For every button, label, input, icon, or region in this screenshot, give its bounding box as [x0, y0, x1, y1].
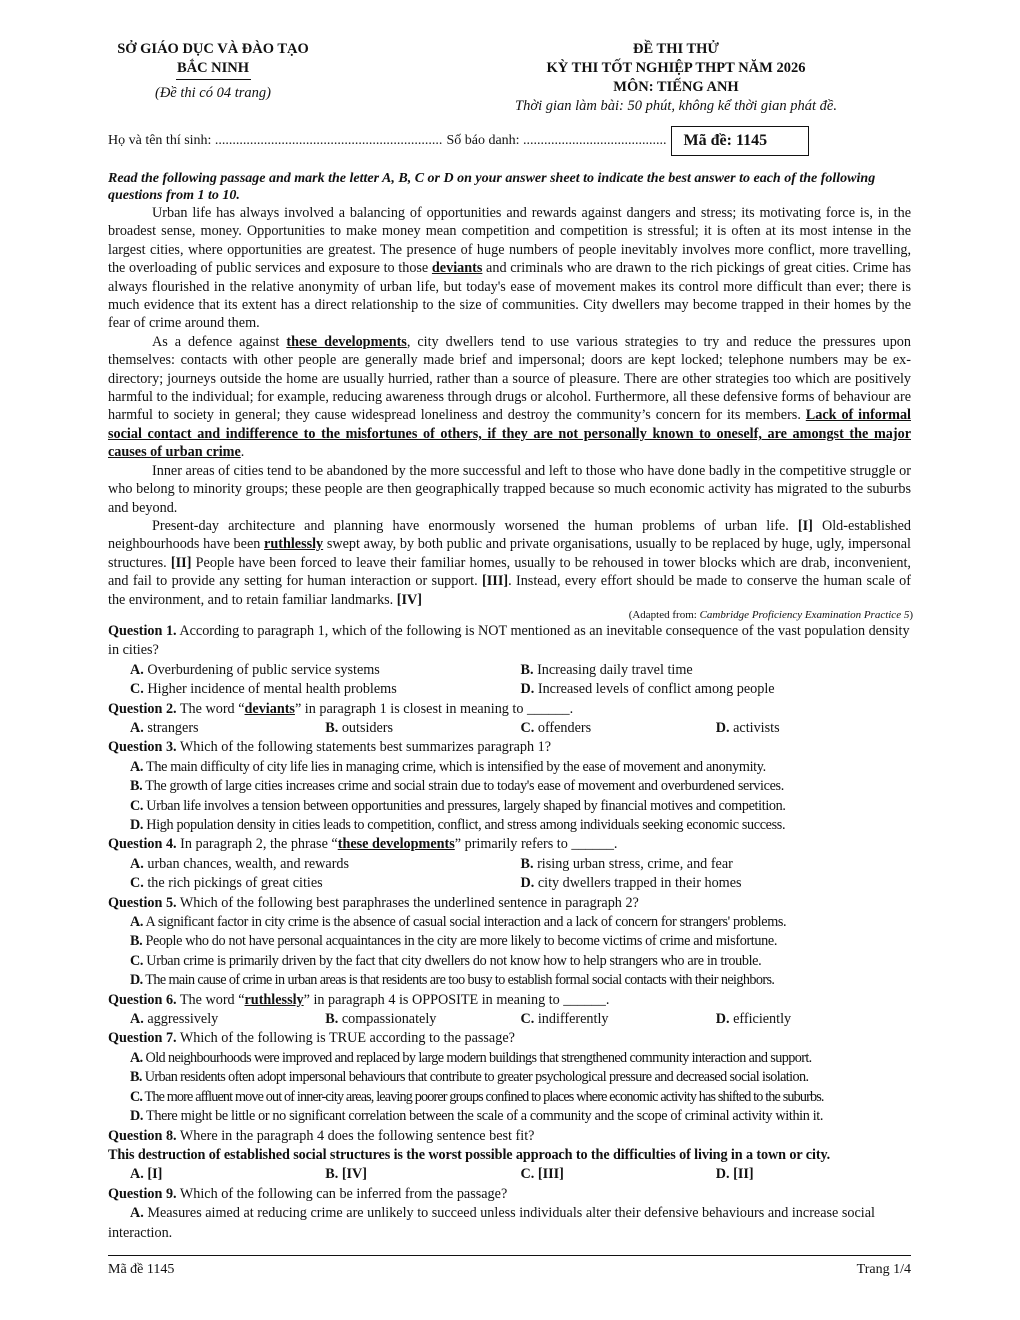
question-number: Question 7. [108, 1030, 177, 1047]
option-d[interactable]: D. High population density in cities leads to competition, conflict, and stress among individuals seeking economic success. [130, 817, 786, 833]
question-9: Question 9. Which of the following can be inferred from the passage? A. Measures aimed at reducing crime are unlikely to succeed unless individuals alter their defensive behaviours and increase social interaction. [108, 1185, 911, 1243]
exam-page [108, 40, 911, 1243]
passage-paragraph-3: Inner areas of cities tend to be abandoned by the more successful and left to those who have done badly in the competitive struggle or who belong to minority groups; these people are then geographically trapped because so much economic activity has migrated to the suburbs and beyond. [108, 462, 911, 516]
question-number: Question 4. [108, 836, 177, 853]
question-keyword: these developments [337, 836, 455, 853]
instruction: Read the following passage and mark the letter A, B, C or D on your answer sheet to indicate the best answer to each of the following questions from 1 to 10. [108, 171, 876, 203]
option-d[interactable]: D. Increased levels of conflict among people [520, 681, 775, 698]
question-number: Question 8. [108, 1127, 177, 1144]
exam-header [108, 40, 911, 116]
reading-passage [108, 204, 911, 622]
page-footer [108, 1255, 911, 1278]
underlined-phrase-these-developments: these developments [286, 333, 407, 350]
footer-exam-code: Mã đề 1145 [108, 1262, 175, 1277]
option-a[interactable]: A. urban chances, wealth, and rewards [130, 855, 350, 872]
option-b[interactable]: B. outsiders [325, 719, 394, 736]
exam-subject: MÔN: TIẾNG ANH [613, 79, 739, 95]
question-number: Question 1. [108, 622, 177, 639]
passage-source: (Adapted from: Cambridge Proficiency Examination Practice 5) [628, 608, 913, 621]
department-block [78, 40, 348, 116]
time-note: Thời gian làm bài: 50 phút, không kể thời gian phát đề. [515, 98, 837, 114]
option-b[interactable]: B. The growth of large cities increases crime and social strain due to today's ease of movement and overburdened services. [130, 778, 784, 795]
question-keyword: ruthlessly [244, 991, 304, 1008]
passage-paragraph-4: Present-day architecture and planning have enormously worsened the human problems of urban life. [I] Old-established neighbourhoods have been ruthlessly swept away, by both public and private organisations, usually to be replaced by huge, ugly, impersonal structures. [II] People have been forced to leave their familiar homes, usually to be rehoused in tower blocks which are drab, inconvenient, and fail to provide any setting for human interaction or support. [III]. Instead, every effort should be made to conserve the human scale of the environment, and to retain familiar landmarks. [IV] [108, 517, 912, 608]
candidate-info [108, 126, 911, 156]
option-a[interactable]: A. The main difficulty of city life lies in managing crime, which is intensified by the ease of movement and anonymity. [130, 758, 766, 775]
option-d[interactable]: D. efficiently [715, 1011, 792, 1028]
option-b[interactable]: B. Increasing daily travel time [520, 661, 693, 678]
question-text: According to paragraph 1, which of the following is NOT mentioned as an inevitable consequence of the vast population density in cities? [108, 622, 910, 659]
option-c[interactable]: C. Higher incidence of mental health problems [130, 681, 397, 698]
option-c[interactable]: C. The more affluent move out of inner-city areas, leaving poorer groups confined to places where economic activity has shifted to the suburbs. [130, 1088, 824, 1105]
option-c[interactable]: C. Urban crime is primarily driven by the fact that city dwellers do not know how to help strangers who are in trouble. [130, 952, 762, 969]
underlined-word-deviants: deviants [431, 260, 483, 277]
option-d[interactable]: D. There might be little or no significant correlation between the scale of a community and the scope of criminal activity within it. [130, 1108, 824, 1125]
province-name: BẮC NINH [176, 60, 250, 76]
question-4: Question 4. In paragraph 2, the phrase “these developments” primarily refers to ______. A. urban chances, wealth, and rewards B. rising urban stress, crime, and fear C. the rich pickings of great cities D. city dwellers trapped in their homes [108, 835, 911, 893]
candidate-id-field: Số báo danh: ......................................... [446, 133, 667, 148]
department-name: SỞ GIÁO DỤC VÀ ĐÀO TẠO [117, 41, 309, 57]
header-divider [176, 79, 251, 80]
passage-paragraph-1: Urban life has always involved a balancing of opportunities and rewards against dangers and stress; its motivating force is, in the broadest sense, money. Opportunities to make money mean competition and competition is stressful; it is often at its most intense in the largest cities, where opportunities are greatest. The presence of huge numbers of people inevitably involves more conflict, more travelling, the overloading of public services and exposure to those deviants and criminals who are drawn to the rich pickings of great cities. Crime has always flourished in the relative anonymity of urban life, but today's ease of movement makes its control more difficult than ever; there is much evidence that its extent has a direct relationship to the size of communities. City dwellers may become trapped in their homes by the fear of crime around them. [108, 205, 911, 332]
marker-1: [I] [797, 517, 813, 534]
exam-code-box: Mã đề: 1145 [671, 126, 809, 156]
question-number: Question 5. [108, 894, 177, 911]
question-7: Question 7. Which of the following is TRUE according to the passage? A. Old neighbourhoods were improved and replaced by large modern buildings that strengthened community interaction and support. B. Urban residents often adopt impersonal behaviours that contribute to greater psychological pressure and decreased social isolation. C. The more affluent move out of inner-city areas, leaving poorer groups confined to places where economic activity has shifted to the suburbs. D. There might be little or no significant correlation between the scale of a community and the scope of criminal activity within it. [108, 1029, 911, 1126]
option-d[interactable]: D. activists [715, 719, 780, 736]
question-1 [108, 622, 911, 700]
option-a[interactable]: A. Overburdening of public service systems [130, 661, 380, 678]
question-number: Question 3. [108, 739, 177, 756]
candidate-name-field: Họ và tên thí sinh: ................................................................. [108, 133, 443, 148]
option-b[interactable]: B. compassionately [325, 1011, 437, 1028]
option-a[interactable]: A. [I] [130, 1166, 163, 1183]
question-number: Question 2. [108, 700, 177, 717]
passage-paragraph-2: As a defence against these developments, city dwellers tend to use various strategies to try and reduce the pressures upon themselves: contacts with other people are generally made brief and impersonal; doors are kept locked; telephone numbers may be ex-directory; journeys outside the home are usually hurried, rather than a source of pleasure. There are other strategies too which are positively harmful to the individual; for example, reducing awareness through drugs or alcohol. Furthermore, all these defensive forms of behaviour are harmful to society in general; they cause widespread loneliness and destroy the community’s concern for its members. Lack of informal social contact and indifference to the misfortunes of others, if they are not personally known to oneself, are amongst the major causes of urban crime. [108, 333, 911, 461]
question-number: Question 6. [108, 991, 177, 1008]
option-b[interactable]: B. People who do not have personal acquaintances in the city are more likely to become victims of crime and misfortune. [130, 933, 778, 950]
question-3: Question 3. Which of the following statements best summarizes paragraph 1? A. The main difficulty of city life lies in managing crime, which is intensified by the ease of movement and anonymity. B. The growth of large cities increases crime and social strain due to today's ease of movement and overburdened services. C. Urban life involves a tension between opportunities and pressures, largely shaped by financial motives and competition. D. High population density in cities leads to competition, conflict, and stress among individuals seeking economic success. [108, 738, 911, 835]
option-c[interactable]: C. [III] [520, 1166, 564, 1183]
option-c[interactable]: C. indifferently [520, 1011, 609, 1028]
pages-note: (Đề thi có 04 trang) [155, 85, 271, 101]
option-b[interactable]: B. rising urban stress, crime, and fear [520, 855, 733, 872]
exam-title-block [441, 40, 911, 116]
page-number: Trang 1/4 [856, 1262, 911, 1277]
option-c[interactable]: C. offenders [520, 719, 592, 736]
question-keyword: deviants [244, 700, 295, 717]
option-d[interactable]: D. city dwellers trapped in their homes [520, 875, 742, 892]
option-c[interactable]: C. the rich pickings of great cities [130, 875, 323, 892]
option-a[interactable]: A. A significant factor in city crime is the absence of casual social interaction and a lack of concern for strangers' problems. [130, 914, 787, 931]
insert-sentence: This destruction of established social structures is the worst possible approach to the difficulties of living in a town or city. [108, 1146, 831, 1163]
question-2: Question 2. The word “deviants” in paragraph 1 is closest in meaning to ______. A. strangers B. outsiders C. offenders D. activists [108, 700, 911, 739]
exam-title: ĐỀ THI THỬ [633, 41, 719, 57]
option-a[interactable]: A. aggressively [130, 1011, 219, 1028]
option-b[interactable]: B. [IV] [325, 1166, 368, 1183]
question-number: Question 9. [108, 1185, 177, 1202]
exam-name: KỲ THI TỐT NGHIỆP THPT NĂM 2026 [546, 60, 806, 76]
option-a[interactable]: A. Old neighbourhoods were improved and replaced by large modern buildings that strengthened community interaction and support. [130, 1049, 812, 1066]
option-a[interactable]: A. Measures aimed at reducing crime are unlikely to succeed unless individuals alter their defensive behaviours and increase social interaction. [108, 1205, 875, 1241]
marker-2: [II] [170, 554, 192, 571]
question-8: Question 8. Where in the paragraph 4 does the following sentence best fit? This destruction of established social structures is the worst possible approach to the difficulties of living in a town or city. A. [I] B. [IV] C. [III] D. [II] [108, 1127, 911, 1185]
option-c[interactable]: C. Urban life involves a tension between opportunities and pressures, largely shaped by financial motives and competition. [130, 797, 786, 814]
option-b[interactable]: B. Urban residents often adopt impersonal behaviours that contribute to greater psychological pressure and decreased social isolation. [130, 1069, 809, 1086]
marker-3: [III] [482, 573, 509, 590]
option-d[interactable]: D. The main cause of crime in urban areas is that residents are too busy to establish formal social contacts with their neighbors. [130, 972, 775, 989]
marker-4: [IV] [396, 591, 422, 608]
question-5: Question 5. Which of the following best paraphrases the underlined sentence in paragraph 2? A. A significant factor in city crime is the absence of casual social interaction and a lack of concern for strangers' problems. B. People who do not have personal acquaintances in the city are more likely to become victims of crime and misfortune. C. Urban crime is primarily driven by the fact that city dwellers do not know how to help strangers who are in trouble. D. The main cause of crime in urban areas is that residents are too busy to establish formal social contacts with their neighbors. [108, 894, 911, 991]
underlined-word-ruthlessly: ruthlessly [264, 536, 324, 553]
underlined-sentence: Lack of informal social contact and indifference to the misfortunes of others, if they are not personally known to oneself, are amongst the major causes of urban crime [108, 407, 911, 461]
question-6: Question 6. The word “ruthlessly” in paragraph 4 is OPPOSITE in meaning to ______. A. aggressively B. compassionately C. indifferently D. efficiently [108, 991, 911, 1030]
option-a[interactable]: A. strangers [130, 719, 199, 736]
option-d[interactable]: D. [II] [715, 1166, 754, 1183]
